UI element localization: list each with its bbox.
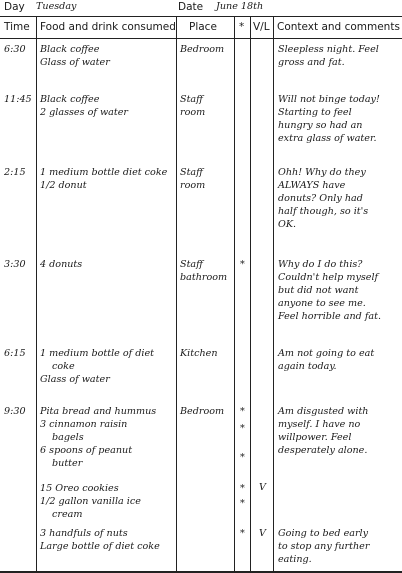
row-6-food-5: butter bbox=[52, 458, 83, 469]
row-5-food-3: Glass of water bbox=[40, 374, 110, 385]
row-2-time: 11:45 bbox=[4, 94, 32, 105]
row-4-star-1: * bbox=[240, 259, 245, 270]
row-3-time: 2:15 bbox=[4, 167, 26, 178]
row-4-food-1: 4 donuts bbox=[40, 259, 83, 270]
row-2-food-2: 2 glasses of water bbox=[40, 107, 129, 118]
row-6-star-5: * bbox=[240, 498, 245, 509]
row-3-comment-3: donuts? Only had bbox=[278, 193, 363, 204]
row-6-star-3: * bbox=[240, 452, 245, 463]
row-4-comment-5: Feel horrible and fat. bbox=[278, 311, 382, 322]
row-5-comment-1: Am not going to eat bbox=[278, 348, 375, 359]
row-2-comment-1: Will not binge today! bbox=[278, 94, 380, 105]
table-top-border bbox=[0, 16, 402, 17]
row-4-place-1: Staff bbox=[180, 259, 203, 270]
row-1-comment-2: gross and fat. bbox=[278, 57, 345, 68]
row-6-comment-6: to stop any further bbox=[278, 541, 370, 552]
row-3-place-1: Staff bbox=[180, 167, 203, 178]
row-2-comment-2: Starting to feel bbox=[278, 107, 352, 118]
row-1-food-2: Glass of water bbox=[40, 57, 110, 68]
row-2-food-1: Black coffee bbox=[40, 94, 100, 105]
row-6-star-2: * bbox=[240, 423, 245, 434]
row-5-place-1: Kitchen bbox=[180, 348, 218, 359]
row-6-food-9: 3 handfuls of nuts bbox=[40, 528, 128, 539]
row-5-comment-2: again today. bbox=[278, 361, 337, 372]
column-header-star: * bbox=[239, 21, 245, 33]
row-6-comment-4: desperately alone. bbox=[278, 445, 368, 456]
column-header-time: Time bbox=[4, 21, 30, 33]
day-label: Day bbox=[4, 1, 25, 13]
row-2-comment-4: extra glass of water. bbox=[278, 133, 377, 144]
row-5-food-1: 1 medium bottle of diet bbox=[40, 348, 155, 359]
row-4-comment-1: Why do I do this? bbox=[278, 259, 363, 270]
row-6-time: 9:30 bbox=[4, 406, 26, 417]
row-6-comment-5: Going to bed early bbox=[278, 528, 369, 539]
row-6-comment-3: willpower. Feel bbox=[278, 432, 352, 443]
date-label: Date bbox=[178, 1, 204, 13]
row-6-food-7: 1/2 gallon vanilla ice bbox=[40, 496, 141, 507]
row-6-food-10: Large bottle of diet coke bbox=[40, 541, 160, 552]
row-6-comment-1: Am disgusted with bbox=[278, 406, 369, 417]
col-divider-star bbox=[250, 16, 251, 573]
row-3-comment-1: Ohh! Why do they bbox=[278, 167, 366, 178]
row-6-food-6: 15 Oreo cookies bbox=[40, 483, 119, 494]
row-2-place-2: room bbox=[180, 107, 206, 118]
row-6-place-1: Bedroom bbox=[180, 406, 225, 417]
row-6-star-4: * bbox=[240, 483, 245, 494]
row-4-place-2: bathroom bbox=[180, 272, 228, 283]
row-2-place-1: Staff bbox=[180, 94, 203, 105]
row-6-star-1: * bbox=[240, 406, 245, 417]
row-6-food-8: cream bbox=[52, 509, 83, 520]
row-4-comment-2: Couldn't help myself bbox=[278, 272, 379, 283]
column-header-place: Place bbox=[189, 21, 217, 33]
column-header-vl: V/L bbox=[253, 21, 270, 33]
row-3-food-2: 1/2 donut bbox=[40, 180, 87, 191]
row-3-food-1: 1 medium bottle diet coke bbox=[40, 167, 168, 178]
row-6-food-4: 6 spoons of peanut bbox=[40, 445, 133, 456]
row-1-food-1: Black coffee bbox=[40, 44, 100, 55]
row-6-vl-2: V bbox=[259, 528, 266, 539]
col-divider-time bbox=[36, 16, 37, 573]
row-5-food-2: coke bbox=[52, 361, 75, 372]
row-3-comment-4: half though, so it's bbox=[278, 206, 369, 217]
row-3-place-2: room bbox=[180, 180, 206, 191]
row-6-food-3: bagels bbox=[52, 432, 84, 443]
column-header-food: Food and drink consumed bbox=[40, 21, 176, 33]
row-5-time: 6:15 bbox=[4, 348, 26, 359]
column-header-comments: Context and comments bbox=[277, 21, 400, 33]
row-1-place-1: Bedroom bbox=[180, 44, 225, 55]
header-bottom-border bbox=[0, 38, 402, 39]
row-6-comment-2: myself. I have no bbox=[278, 419, 361, 430]
col-divider-vl bbox=[273, 16, 274, 573]
row-6-star-6: * bbox=[240, 528, 245, 539]
row-2-comment-3: hungry so had an bbox=[278, 120, 363, 131]
day-value: Tuesday bbox=[36, 1, 77, 12]
row-3-comment-5: OK. bbox=[278, 219, 297, 230]
row-4-time: 3:30 bbox=[4, 259, 26, 270]
row-6-food-2: 3 cinnamon raisin bbox=[40, 419, 128, 430]
row-4-comment-4: anyone to see me. bbox=[278, 298, 366, 309]
row-6-food-1: Pita bread and hummus bbox=[40, 406, 157, 417]
date-value: June 18th bbox=[216, 1, 264, 12]
row-3-comment-2: ALWAYS have bbox=[278, 180, 346, 191]
row-4-comment-3: but did not want bbox=[278, 285, 359, 296]
row-1-comment-1: Sleepless night. Feel bbox=[278, 44, 379, 55]
row-6-comment-7: eating. bbox=[278, 554, 312, 565]
col-divider-place bbox=[234, 16, 235, 573]
row-6-vl-1: V bbox=[259, 482, 266, 493]
col-divider-food bbox=[176, 16, 177, 573]
row-1-time: 6:30 bbox=[4, 44, 26, 55]
